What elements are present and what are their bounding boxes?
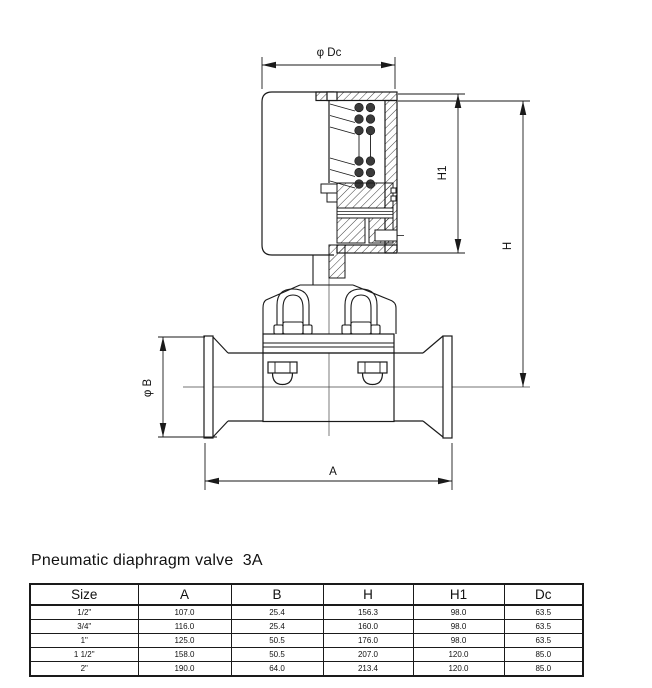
- cell-h1: 98.0: [413, 634, 504, 648]
- table-row: [30, 634, 583, 648]
- dim-label-a: A: [329, 466, 337, 478]
- dim-label-h: H: [502, 241, 514, 251]
- drawing-title: Pneumatic diaphragm valve 3A: [31, 552, 263, 569]
- col-header-h: H: [323, 584, 413, 605]
- cell-size: 2": [30, 662, 138, 677]
- cell-dc: 85.0: [504, 648, 583, 662]
- cell-a: 190.0: [138, 662, 231, 677]
- cell-size: 1": [30, 634, 138, 648]
- table-row: [30, 648, 583, 662]
- cell-a: 125.0: [138, 634, 231, 648]
- table-row: [30, 605, 583, 620]
- dim-label-dc: φ Dc: [316, 47, 342, 59]
- cell-b: 25.4: [231, 620, 323, 634]
- cell-h1: 120.0: [413, 662, 504, 677]
- cell-h: 207.0: [323, 648, 413, 662]
- dim-label-b: φ B: [142, 378, 154, 398]
- table-row: [30, 620, 583, 634]
- cell-b: 50.5: [231, 634, 323, 648]
- cell-dc: 63.5: [504, 634, 583, 648]
- col-header-b: B: [231, 584, 323, 605]
- cell-h: 160.0: [323, 620, 413, 634]
- cell-dc: 85.0: [504, 662, 583, 677]
- dimension-h1: [398, 94, 465, 253]
- col-header-dc: Dc: [504, 584, 583, 605]
- actuator-springs: [330, 103, 375, 188]
- col-header-h1: H1: [413, 584, 504, 605]
- cell-dc: 63.5: [504, 605, 583, 620]
- dimension-a: [205, 443, 452, 490]
- cell-size: 1/2": [30, 605, 138, 620]
- cell-h: 156.3: [323, 605, 413, 620]
- cell-h: 176.0: [323, 634, 413, 648]
- cell-h1: 98.0: [413, 605, 504, 620]
- cell-a: 158.0: [138, 648, 231, 662]
- cell-size: 3/4": [30, 620, 138, 634]
- cell-h: 213.4: [323, 662, 413, 677]
- table-header-row: [30, 584, 583, 605]
- col-header-a: A: [138, 584, 231, 605]
- col-header-size: Size: [30, 584, 138, 605]
- dimension-h: [398, 101, 530, 387]
- cell-a: 116.0: [138, 620, 231, 634]
- table-row: [30, 662, 583, 677]
- dim-label-h1: H1: [437, 165, 449, 181]
- cell-b: 64.0: [231, 662, 323, 677]
- cell-b: 25.4: [231, 605, 323, 620]
- cell-h1: 120.0: [413, 648, 504, 662]
- cell-h1: 98.0: [413, 620, 504, 634]
- actuator-piston: [321, 183, 404, 278]
- cell-dc: 63.5: [504, 620, 583, 634]
- dimension-dc: [262, 47, 395, 89]
- cell-a: 107.0: [138, 605, 231, 620]
- body-flange: [263, 334, 394, 353]
- cell-b: 50.5: [231, 648, 323, 662]
- dimension-table: [29, 583, 584, 677]
- cell-size: 1 1/2": [30, 648, 138, 662]
